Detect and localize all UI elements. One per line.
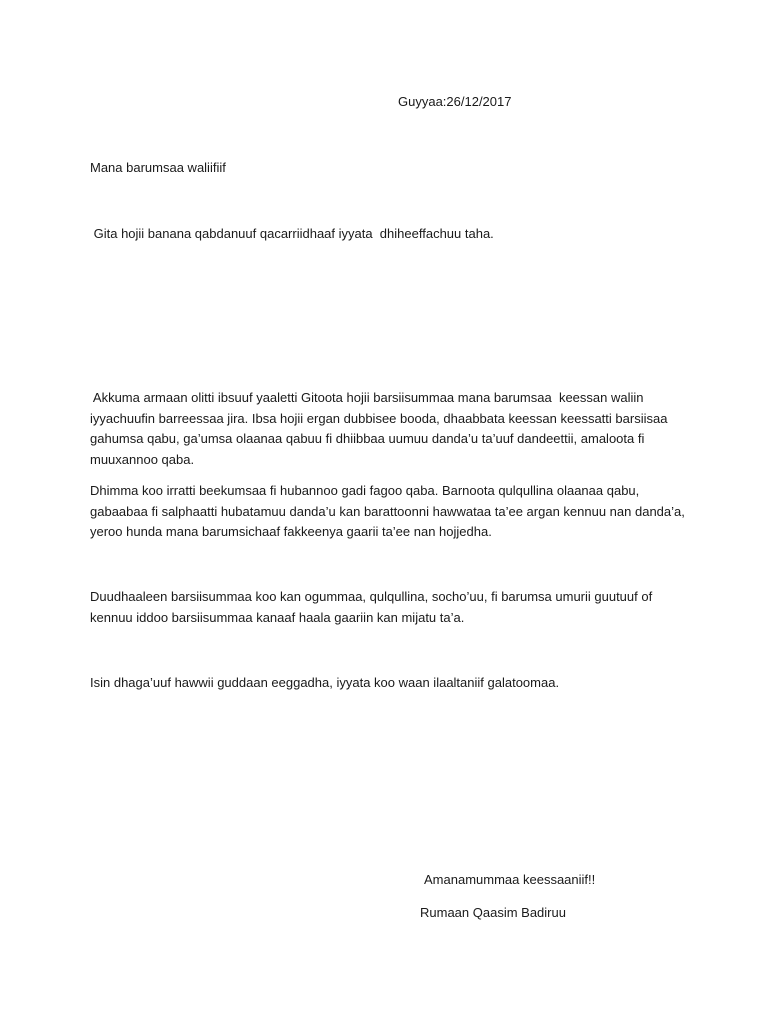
paragraph-values bbox=[90, 587, 690, 628]
letter-recipient: Mana barumsaa waliifiif bbox=[90, 160, 226, 175]
paragraph-line: iyyachuufin barreessaa jira. Ibsa hojii ergan dubbisee booda, dhaabbata keessan keessatti barsiisaa bbox=[90, 410, 668, 426]
paragraph-line: muuxannoo qaba. bbox=[90, 451, 195, 467]
letter-signature: Rumaan Qaasim Badiruu bbox=[420, 905, 566, 920]
paragraph-thanks bbox=[90, 673, 690, 694]
letter-date: Guyyaa:26/12/2017 bbox=[398, 94, 512, 109]
letter-closing: Amanamummaa keessaaniif!! bbox=[424, 872, 596, 887]
paragraph-line: Isin dhaga’uuf hawwii guddaan eeggadha, iyyata koo waan ilaaltaniif galatoomaa. bbox=[90, 675, 560, 690]
paragraph-intro bbox=[90, 388, 690, 470]
paragraph-line: gahumsa qabu, ga’umsa olaanaa qabuu fi dhiibbaa uumuu danda’u ta’uuf dandeettii, amaloota fi bbox=[90, 431, 645, 446]
paragraph-line: Duudhaaleen barsiisummaa koo kan ogummaa, qulqullina, socho’uu, fi barumsa umurii guutuuf of bbox=[90, 589, 653, 604]
letter-subject: Gita hojii banana qabdanuuf qacarriidhaaf iyyata dhiheeffachuu taha. bbox=[90, 226, 494, 241]
paragraph-line: kennuu iddoo barsiisummaa kanaaf haala gaariin kan mijatu ta’a. bbox=[90, 609, 465, 625]
paragraph-line: yeroo hunda mana barumsichaaf fakkeenya gaarii ta’ee nan hojjedha. bbox=[90, 524, 492, 539]
paragraph-line: gabaabaa fi salphaatti hubatamuu danda’u kan barattoonni hawwataa ta’ee argan kennuu nan danda’a, bbox=[90, 503, 685, 519]
paragraph-knowledge bbox=[90, 481, 690, 543]
paragraph-line: Dhimma koo irratti beekumsaa fi hubannoo gadi fagoo qaba. Barnoota qulqullina olaanaa qabu, bbox=[90, 483, 640, 498]
paragraph-line: Akkuma armaan olitti ibsuuf yaaletti Gitoota hojii barsiisummaa mana barumsaa keessan waliin bbox=[90, 390, 644, 405]
